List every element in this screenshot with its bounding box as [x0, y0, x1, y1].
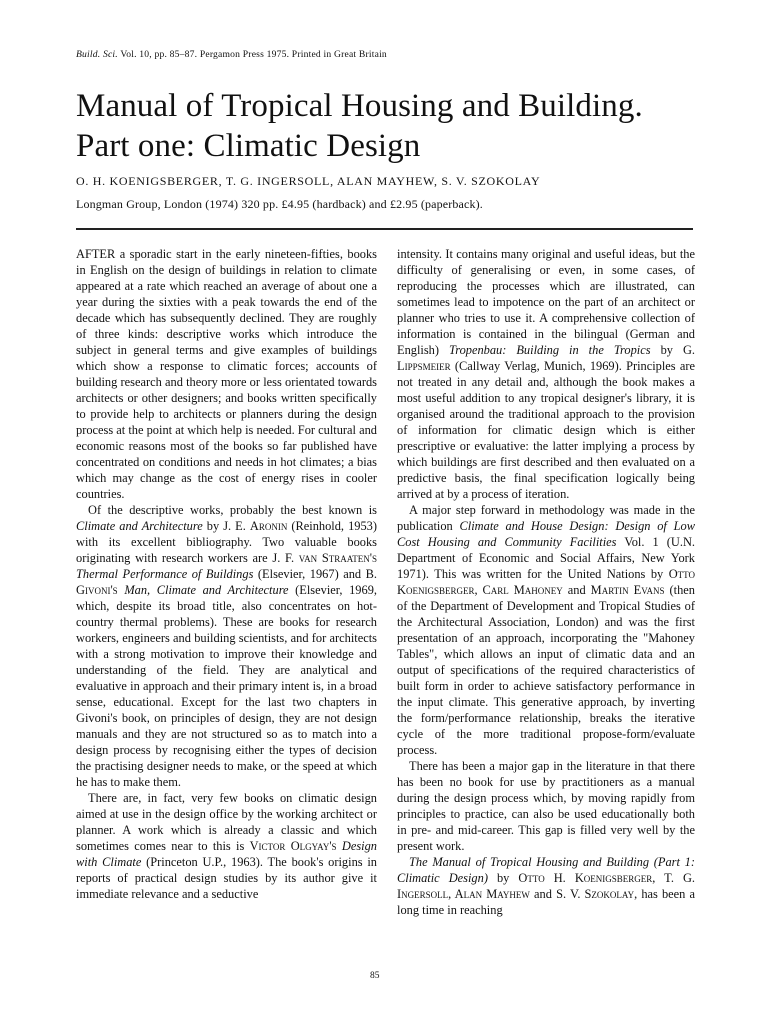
- text-run: (Princeton U.P., 1963). The book's origins in reports of practical design studies by its author give it immediate relevance and a seductive: [76, 855, 377, 901]
- publisher-line: Longman Group, London (1974) 320 pp. £4.95 (hardback) and £2.95 (paperback).: [76, 197, 483, 211]
- text-run: and: [562, 583, 591, 597]
- book-title: Man, Climate and Architecture: [124, 583, 289, 597]
- book-title: Climate and House Design: Design of Low Cost Housing and Community Facilities: [397, 519, 696, 549]
- author-name: Aronin: [249, 519, 288, 533]
- author-name: S. V. Szokolay: [556, 887, 635, 901]
- book-title: The Manual of Tropical Housing and Building (Part 1: Climatic Design): [397, 855, 695, 885]
- author-name: Martin Evans: [590, 583, 665, 597]
- authors-line: O. H. KOENIGSBERGER, T. G. INGERSOLL, ALAN MAYHEW, S. V. SZOKOLAY: [76, 174, 541, 188]
- author-name: Lippsmeier: [397, 359, 451, 373]
- page-number: 85: [370, 971, 380, 981]
- title-line-2: Part one: Climatic Design: [76, 128, 421, 164]
- text-run: (Reinhold, 1953) with its excellent bibliography. Two valuable books originating with research workers are J. F.: [76, 519, 377, 565]
- author-name: Otto H. Koenigsberger, T. G. Ingersoll, Alan Mayhew: [397, 871, 695, 901]
- book-title: Thermal Performance of Buildings: [76, 567, 254, 581]
- text-run: Vol. 1 (U.N. Department of Economic and Social Affairs, New York 1971). This was written for the United Nations by: [397, 535, 695, 581]
- text-run: A major step forward in methodology was made in the publication: [397, 503, 695, 533]
- text-run: intensity. It contains many original and useful ideas, but the difficulty of generalising or even, in some cases, of reproducing the processes which are illustrated, can sometimes lead to impotence on the part of an architect or planner who tries to use it. A comprehensive collection of information is contained in the bilingual (German and English): [397, 247, 695, 357]
- author-name: Victor Olgyay's: [249, 839, 337, 853]
- section-divider: [76, 228, 693, 230]
- citation-details: Vol. 10, pp. 85–87. Pergamon Press 1975. Printed in Great Britain: [117, 49, 387, 60]
- text-run: (Callway Verlag, Munich, 1969). Principles are not treated in any detail and, although the book makes a most useful addition to any tropical designer's library, it is organised around the traditional approach to the provision of information for climatic design which is either prescriptive or evaluative: the latter implying a process by which buildings are first described and then evaluated on a predictive basis, the final specification logically being arrived at by a process of iteration.: [397, 359, 695, 501]
- title-line-1: Manual of Tropical Housing and Building.: [76, 88, 643, 124]
- book-title: Design with Climate: [76, 839, 377, 869]
- author-name: Givoni's: [76, 583, 118, 597]
- text-run: by: [487, 871, 519, 885]
- right-paragraph-3: There has been a major gap in the literature in that there has been no book for use by practitioners as a manual during the design process which, by moving rapidly from principles to practice, can also be used educationally both in pre- and mid-career. This gap is filled very well by the present work.: [397, 759, 695, 853]
- text-run: (Elsevier, 1969, which, despite its broad title, also concentrates on hot-country thermal problems). These are books for research workers, engineers and building scientists, and for architects with a strong motivation to improve their knowledge and understanding of the field. They are analytical and evaluative in approach and their primary intent is, in a broad sense, educational. Except for the last two chapters in Givoni's book, on principles of design, they are not design manuals and they are not structured so as to match into a design process by recognising either the types of decision the practising designer needs to make, or the speed at which he has to make them.: [76, 583, 377, 789]
- left-paragraph-2: [76, 502, 377, 790]
- text-run: (Elsevier, 1967) and B.: [253, 567, 377, 581]
- text-run: by G.: [650, 343, 696, 357]
- text-run: , has been a long time in reaching: [397, 887, 695, 917]
- author-name: van Straaten's: [298, 551, 377, 565]
- left-paragraph-3: [76, 790, 377, 902]
- text-run: Of the descriptive works, probably the best known is: [88, 503, 377, 517]
- left-paragraph-1: AFTER a sporadic start in the early nineteen-fifties, books in English on the design of buildings in relation to climate appeared at a rate which reached an average of about one a year during the sixties with a peak towards the end of the decade which has subsequently declined. They are roughly of three kinds: descriptive works which introduce the subject in general terms and give examples of buildings which show a response to climatic forces; accounts of building research and theory more or less orientated towards architects or other designers; and books written specifically to provide help to architects or planners during the design process at the point at which help is needed. For cultural and economic reasons most of the books so far published have concentrated on conditions and needs in hot climates; a bias which may change as the cost of energy rises in cooler countries.: [76, 247, 377, 501]
- book-title: Tropenbau: Building in the Tropics: [449, 343, 651, 357]
- review-title: [76, 86, 716, 166]
- right-paragraph-4: [397, 854, 695, 918]
- text-run: (then of the Department of Development and Tropical Studies of the Architectural Association, London) and was the first presentation of an approach, incorporating the "Mahoney Tables", which allows an input of climatic data and an output of specifications of the required characteristics of built form in order to achieve satisfactory performance in the input climate. This generative approach, by inverting the form/performance relationship, breaks the iterative cycle of the more traditional propose-form/evaluate process.: [397, 583, 695, 757]
- right-column: [397, 246, 695, 918]
- journal-citation: [76, 49, 387, 60]
- text-run: and: [529, 887, 557, 901]
- text-run: There are, in fact, very few books on climatic design aimed at use in the design office by the working architect or planner. A work which is already a classic and which sometimes comes near to this is: [76, 791, 377, 853]
- book-title: Climate and Architecture: [76, 519, 203, 533]
- text-run: by J. E.: [202, 519, 250, 533]
- author-name: Otto Koenigsberger, Carl Mahoney: [397, 567, 695, 597]
- left-column: [76, 246, 377, 902]
- journal-name: Build. Sci.: [76, 49, 118, 60]
- right-paragraph-2: [397, 502, 695, 758]
- right-paragraph-1: [397, 246, 695, 502]
